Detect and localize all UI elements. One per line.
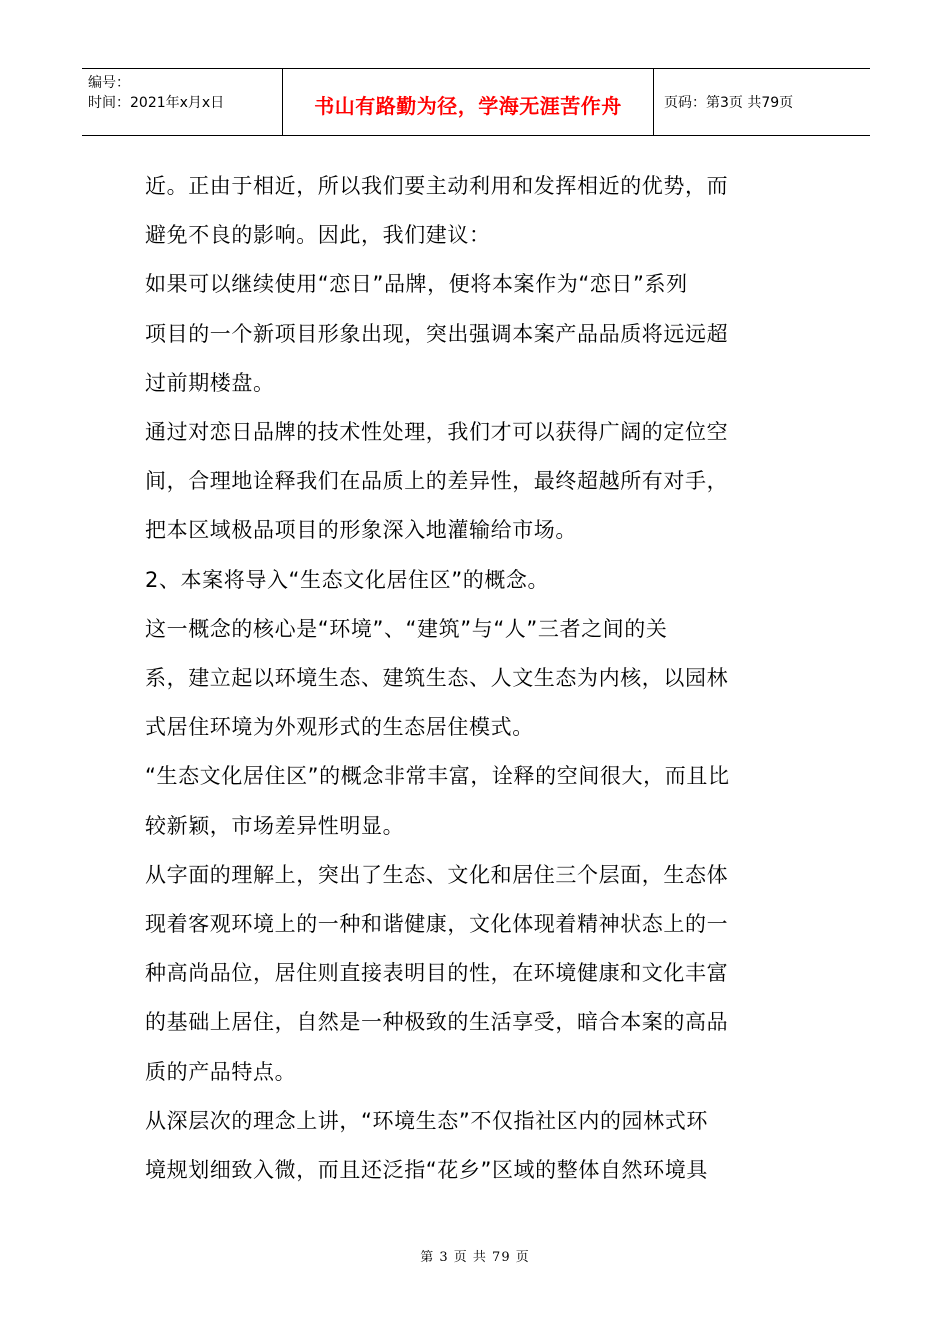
- body-line: 种高尚品位，居住则直接表明目的性，在环境健康和文化丰富: [145, 961, 729, 986]
- body-line: 过前期楼盘。: [145, 370, 275, 395]
- body-line: 如果可以继续使用“恋日”品牌，便将本案作为“恋日”系列: [145, 272, 688, 297]
- body-line: 这一概念的核心是“环境”、“建筑”与“人”三者之间的关: [145, 616, 668, 641]
- body-line: 间，合理地诠释我们在品质上的差异性，最终超越所有对手，: [145, 469, 729, 494]
- body-line: 质的产品特点。: [145, 1059, 297, 1084]
- body-line: 的基础上居住，自然是一种极致的生活享受，暗合本案的高品: [145, 1010, 729, 1035]
- body-line: 避免不良的影响。因此，我们建议：: [145, 223, 491, 248]
- body-line: 项目的一个新项目形象出现，突出强调本案产品品质将远远超: [145, 321, 729, 346]
- body-line: 从深层次的理念上讲，“环境生态”不仅指社区内的园林式环: [145, 1108, 708, 1133]
- header-motto-cell: [283, 69, 654, 135]
- body-line: 把本区域极品项目的形象深入地灌输给市场。: [145, 518, 577, 543]
- body-line: “生态文化居住区”的概念非常丰富，诠释的空间很大，而且比: [145, 764, 730, 789]
- page-header: [82, 68, 870, 136]
- page-footer: [0, 1246, 950, 1265]
- body-line: 从字面的理解上，突出了生态、文化和居住三个层面，生态体: [145, 862, 729, 887]
- header-motto: 书山有路勤为径，学海无涯苦作舟: [314, 93, 622, 118]
- body-line: 近。正由于相近，所以我们要主动利用和发挥相近的优势，而: [145, 174, 729, 198]
- header-page-cell: [654, 69, 870, 135]
- document-time-label: 时间：2021年x月x日: [88, 95, 225, 111]
- body-line: 通过对恋日品牌的技术性处理，我们才可以获得广阔的定位空: [145, 420, 729, 445]
- header-page-info: 页码：第3页 共79页: [664, 95, 794, 111]
- body-line: 系，建立起以环境生态、建筑生态、人文生态为内核，以园林: [145, 666, 729, 691]
- body-line: 境规划细致入微，而且还泛指“花乡”区域的整体自然环境具: [145, 1158, 708, 1183]
- body-line: 2、本案将导入“生态文化居住区”的概念。: [145, 567, 550, 592]
- document-number-label: 编号：: [88, 75, 130, 91]
- body-line: 较新颖，市场差异性明显。: [145, 813, 405, 838]
- body-line: 现着客观环境上的一种和谐健康，文化体现着精神状态上的一: [145, 912, 729, 937]
- footer-page-number: 第 3 页 共 79 页: [420, 1250, 530, 1265]
- body-line: 式居住环境为外观形式的生态居住模式。: [145, 715, 534, 740]
- header-meta-cell: [82, 69, 283, 135]
- document-body: [145, 162, 813, 1195]
